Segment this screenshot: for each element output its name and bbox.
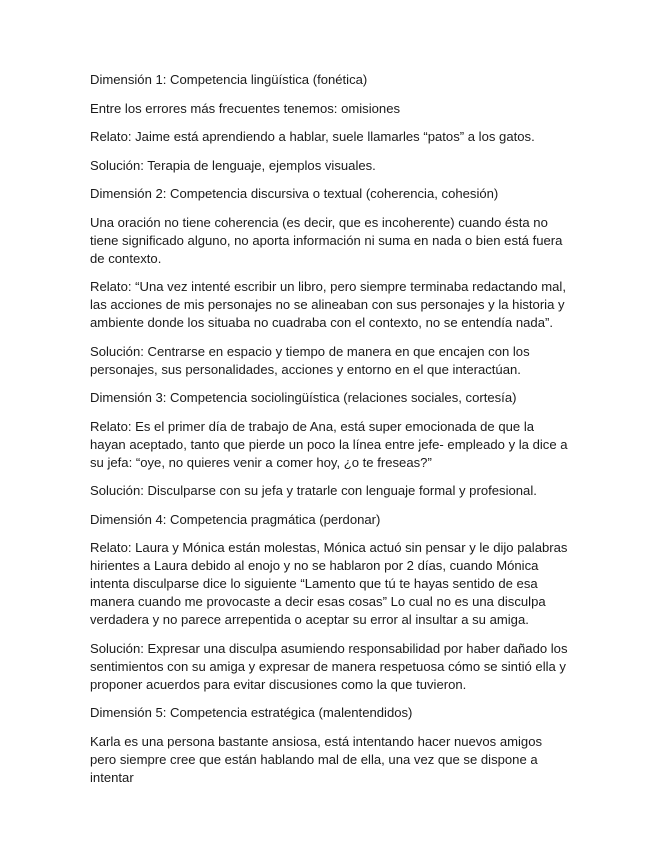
paragraph-solucion-3: Solución: Disculparse con su jefa y tratarle con lenguaje formal y profesional. <box>90 483 537 498</box>
paragraph-relato-5: Karla es una persona bastante ansiosa, está intentando hacer nuevos amigos pero siempre cree que están hablando mal de ella, una vez que se dispone a intentar <box>90 733 543 785</box>
heading-dimension-3: Dimensión 3: Competencia sociolingüística (relaciones sociales, cortesía) <box>90 390 517 405</box>
paragraph-errores: Entre los errores más frecuentes tenemos: omisiones <box>90 100 401 116</box>
paragraph-relato-2: Relato: “Una vez intenté escribir un libro, pero siempre terminaba redactando mal, las acciones de mis personajes no se alineaban con sus personajes y la historia y ambiente donde los situaba no cuadraba con el contexto, no se entendía nada”. <box>90 279 566 330</box>
paragraph-relato-3: Relato: Es el primer día de trabajo de Ana, está super emocionada de que la hayan aceptado, tanto que pierde un poco la línea entre jefe- empleado y la dice a su jefa: “oye, no quieres venir a comer hoy, ¿o te freseas?” <box>90 418 568 470</box>
heading-dimension-1: Dimensión 1: Competencia lingüística (fonética) <box>90 72 368 87</box>
paragraph-solucion-4: Solución: Expresar una disculpa asumiendo responsabilidad por haber dañado los sentimientos con su amiga y expresar de manera respetuosa cómo se sintió ella y proponer acuerdos para evitar discusiones como la que tuvieron. <box>90 640 568 692</box>
paragraph-solucion-2: Solución: Centrarse en espacio y tiempo de manera en que encajen con los personajes, sus personalidades, acciones y entorno en el que interactúan. <box>90 343 530 377</box>
paragraph-relato-1: Relato: Jaime está aprendiendo a hablar, suele llamarles “patos” a los gatos. <box>90 129 535 144</box>
heading-dimension-5: Dimensión 5: Competencia estratégica (malentendidos) <box>90 705 413 720</box>
paragraph-coherencia: Una oración no tiene coherencia (es decir, que es incoherente) cuando ésta no tiene significado alguno, no aporta información ni suma en nada o bien está fuera de contexto. <box>90 214 563 266</box>
heading-dimension-2: Dimensión 2: Competencia discursiva o textual (coherencia, cohesión) <box>90 186 499 201</box>
document-body <box>90 71 568 797</box>
paragraph-solucion-1: Solución: Terapia de lenguaje, ejemplos visuales. <box>90 157 376 173</box>
paragraph-relato-4: Relato: Laura y Mónica están molestas, Mónica actuó sin pensar y le dijo palabras hirientes a Laura debido al enojo y no se hablaron por 2 días, cuando Mónica intenta disculparse dice lo siguiente “Lamento que tú te hayas sentido de esa manera cuando me provocaste a decir esas cosas” Lo cual no es una disculpa verdadera y no parece arrepentida o aceptar su error al insultar a su amiga. <box>90 540 568 627</box>
heading-dimension-4: Dimensión 4: Competencia pragmática (perdonar) <box>90 511 381 527</box>
